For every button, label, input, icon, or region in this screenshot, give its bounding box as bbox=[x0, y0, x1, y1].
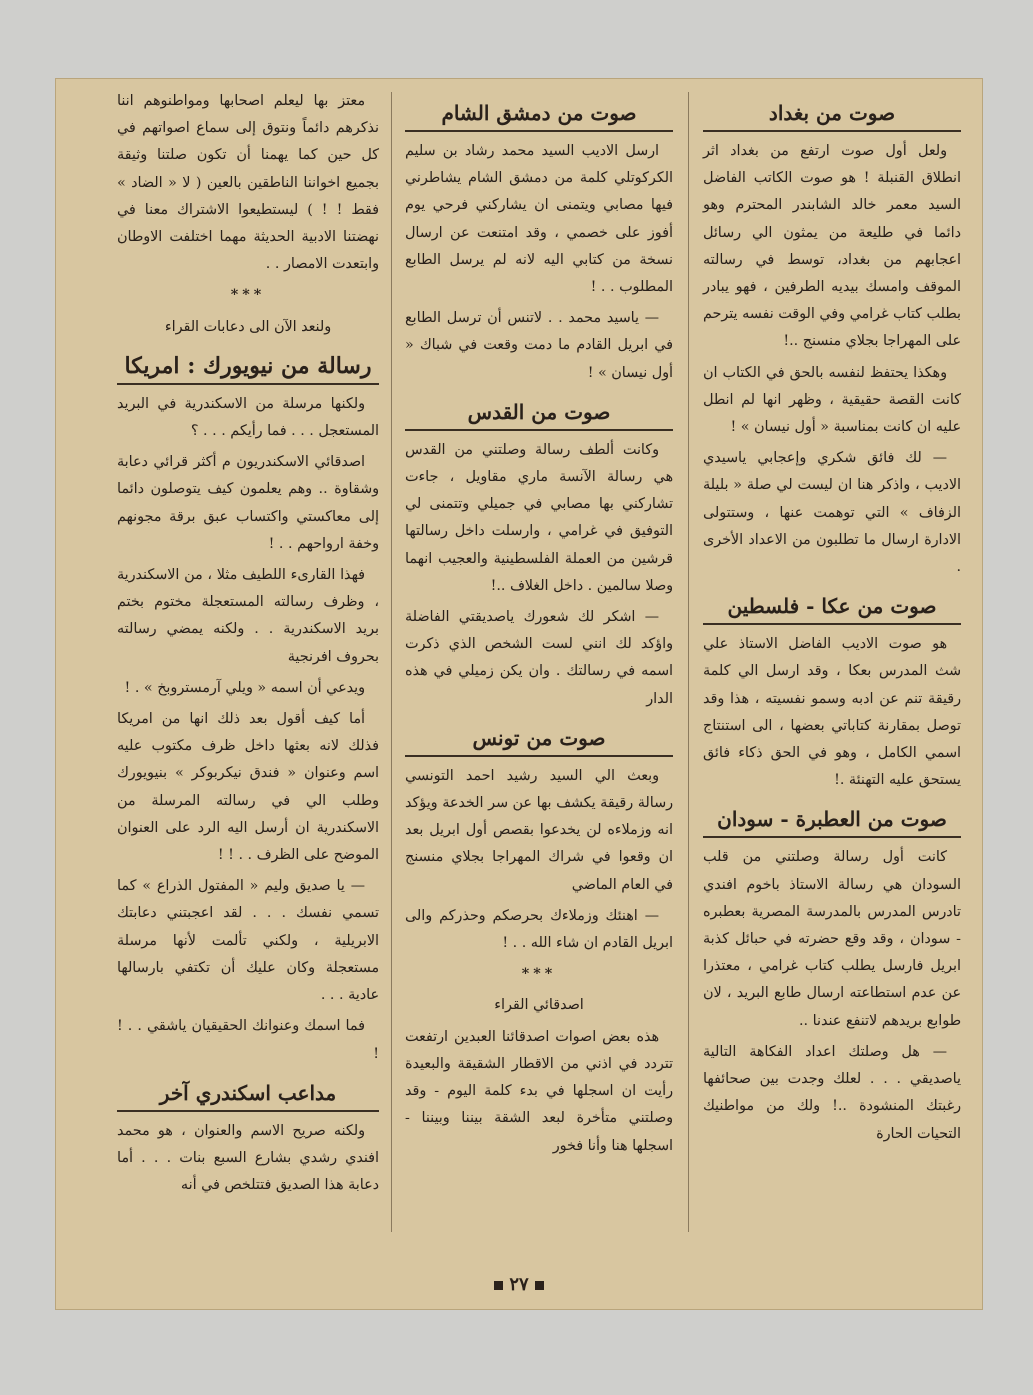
paragraph: فهذا القارىء اللطيف مثلا ، من الاسكندرية ، وظرف رسالته المستعجلة مختوم بختم بريد الاسكندرية . . ولكنه يمضي رسالته بحروف افرنجية bbox=[117, 567, 379, 665]
column-right bbox=[703, 88, 961, 1152]
magazine-page bbox=[55, 78, 983, 1310]
paragraph: — هل وصلتك اعداد الفكاهة التالية ياصديقي . . . لعلك وجدت بين صحائفها رغبتك المنشودة ..! ولك من مواطنيك التحيات الحارة bbox=[703, 1043, 961, 1142]
salutation: اصدقائي القراء bbox=[494, 997, 584, 1014]
paragraph: هذه بعض اصوات اصدقائنا العبدين ارتفعت تتردد في اذني من الاقطار الشقيقة والبعيدة رأيت ان اسجلها في بدء كلمة اليوم - وقد وصلتني متأخرة لبعد الشقة بيننا وبيننا - اسجلها هنا وأنا فخور bbox=[405, 1028, 673, 1154]
section-heading: صوت من تونس bbox=[405, 723, 673, 757]
separator-stars: *** bbox=[230, 287, 266, 304]
page-number bbox=[55, 1274, 983, 1295]
transition-line: ولنعد الآن الى دعابات القراء bbox=[164, 318, 332, 335]
column-left bbox=[117, 88, 379, 1203]
paragraph: معتز بها ليعلم اصحابها ومواطنوهم اننا نذكرهم دائماً ونتوق إلى سماع اصواتهم في كل حين كما يهمنا أن تكون صلتنا وثيقة بجميع اخواننا الناطقين بالعين ( لا « الضاد » فقط ! ! ) ليستطيعوا الاشتراك معنا في نهضتنا الادبية الحديثة مهما اختلفت الاوطان وابتعدت الامصار . . bbox=[117, 93, 379, 273]
paragraph: وكانت ألطف رسالة وصلتني من القدس هي رسالة الآنسة ماري مقاويل ، جاءت تشاركني بها مصابي في جميلي وتتمنى لي التوفيق في غرامي ، وارسلت داخل رسالتها قرشين من العملة الفلسطينية والعجيب انهما وصلا سالمين . داخل الغلاف ..! bbox=[405, 441, 673, 594]
section-heading: رسالة من نيويورك : امريكا bbox=[117, 351, 379, 385]
page-number-text: ٢٧ bbox=[509, 1274, 529, 1295]
paragraph: هو صوت الاديب الفاضل الاستاذ علي شث المدرس بعكا ، وقد ارسل الي كلمة رقيقة تنم عن ادبه وسمو نفسيته ، هذا وقد توصل بمقارنة كتاباتي بعضها ، الى استنتاج اسمي الكامل ، وهو في الحق ذكاء فائق يستحق عليه التهنئة .! bbox=[703, 636, 961, 789]
paragraph: ولكنه صريح الاسم والعنوان ، هو محمد افندي رشدي بشارع السبع بنات . . . أما دعابة هذا الصديق فتتلخص في أنه bbox=[117, 1122, 379, 1194]
paragraph: ولعل أول صوت ارتفع من بغداد اثر انطلاق القنبلة ! هو صوت الكاتب الفاضل السيد معمر خالد الشابندر المحترم وهو دائما في طليعة من يمثون الي رسائل اعجابهم من بغداد، توسط في رسالته الموقف وامسك بيديه الطرفين ، فهو يبادر بطلب كتاب غرامي وفي الوقت نفسه يترحم على المهراجا بجلاي منسنج ..! bbox=[702, 143, 961, 350]
column-divider bbox=[688, 92, 689, 1232]
paragraph: — اشكر لك شعورك ياصديقتي الفاضلة واؤكد لك انني لست الشخص الذي ذكرت اسمه في رسالتك . وان يكن زميلي في هذه الدار bbox=[405, 609, 673, 707]
separator-stars: *** bbox=[521, 966, 557, 983]
section-heading: صوت من بغداد bbox=[703, 98, 961, 132]
paragraph: — اهنئك وزملاءك بحرصكم وحذركم والى ابريل القادم ان شاء الله . . ! bbox=[405, 907, 673, 952]
paragraph: ولكنها مرسلة من الاسكندرية في البريد المستعجل . . . فما رأيكم . . . ؟ bbox=[117, 395, 379, 440]
paragraph: — لك فائق شكري وإعجابي ياسيدي الاديب ، واذكر هنا ان ليست لي صلة « بليلة الزفاف » التي توهمت عنها ، وستتولى الادارة ارسال ما تطلبون من الاعداد الأخرى . bbox=[703, 450, 961, 576]
section-heading: صوت من القدس bbox=[405, 397, 673, 431]
paragraph: وبعث الي السيد رشيد احمد التونسي رسالة رقيقة يكشف بها عن سر الخدعة ويؤكد انه وزملاءه لن يخدعوا بقصص أول ابريل بعد ان وقعوا في شراك المهراجا بجلاي منسنج في العام الماضي bbox=[405, 767, 673, 893]
paragraph: اصدقائي الاسكندريون م أكثر قرائي دعابة وشقاوة .. وهم يعلمون كيف يتوصلون دائما إلى معاكستي واكتساب عبق برقة مجونهم وخفة ارواحهم . . ! bbox=[117, 454, 379, 552]
square-bullet-icon bbox=[535, 1281, 544, 1290]
paragraph: — ياسيد محمد . . لاتنس أن ترسل الطابع في ابريل القادم ما دمت وقعت في شباك « أول نيسان » ! bbox=[405, 310, 673, 381]
section-heading: مداعب اسكندري آخر bbox=[117, 1078, 379, 1112]
paragraph: فما اسمك وعنوانك الحقيقيان ياشقي . . ! ! bbox=[117, 1018, 379, 1062]
paragraph: كانت أول رسالة وصلتني من قلب السودان هي رسالة الاستاذ باخوم افندي تادرس المدرس بالمدرسة المصرية بعطبره - سودان ، وقد وقع حضرته في حبائل كذبة ابريل فارسل يطلب كتاب غرامي ، معتذرا عن عدم استطاعته ارسال طابع البريد ، لان طوابع بريدهم لاتنفع عندنا .. bbox=[703, 849, 961, 1029]
section-heading: صوت من العطبرة - سودان bbox=[703, 804, 961, 838]
paragraph: ارسل الاديب السيد محمد رشاد بن سليم الكركوتلي كلمة من دمشق الشام يشاطرني فيها مصابي ويتمنى ان يشاركني فرحي يوم أفوز على خصمي ، وقد امتنعت عن ارسال نسخة من كتابي اليه لانه لم يرسل الطابع المطلوب . . ! bbox=[405, 143, 673, 296]
section-heading: صوت من دمشق الشام bbox=[405, 98, 673, 132]
paragraph: ويدعي أن اسمه « ويلي آرمستروبخ » . ! bbox=[124, 679, 365, 696]
column-middle bbox=[405, 88, 673, 1164]
section-heading: صوت من عكا - فلسطين bbox=[703, 591, 961, 625]
paragraph: أما كيف أقول بعد ذلك انها من امريكا فذلك لانه بعثها داخل ظرف مكتوب عليه اسم وعنوان « فندق نيكربوكر » بنيويورك وطلب الي في رسالته المرسلة من الاسكندرية ان أرسل اليه الرد على العنوان الموضح على الظرف . . ! ! bbox=[117, 711, 379, 864]
column-divider bbox=[391, 92, 392, 1232]
paragraph: — يا صديق وليم « المفتول الذراع » كما تسمي نفسك . . . لقد اعجبتني دعابتك الابريلية ، ولكني تألمت لأنها مرسلة مستعجلة وكان عليك أن تكتفي بارسالها عادية . . . bbox=[117, 878, 379, 1004]
paragraph: وهكذا يحتفظ لنفسه بالحق في الكتاب ان كانت القصة حقيقية ، وظهر انها لم انطل عليه ان كانت بمناسبة « أول نيسان » ! bbox=[703, 364, 961, 436]
square-bullet-icon bbox=[494, 1281, 503, 1290]
